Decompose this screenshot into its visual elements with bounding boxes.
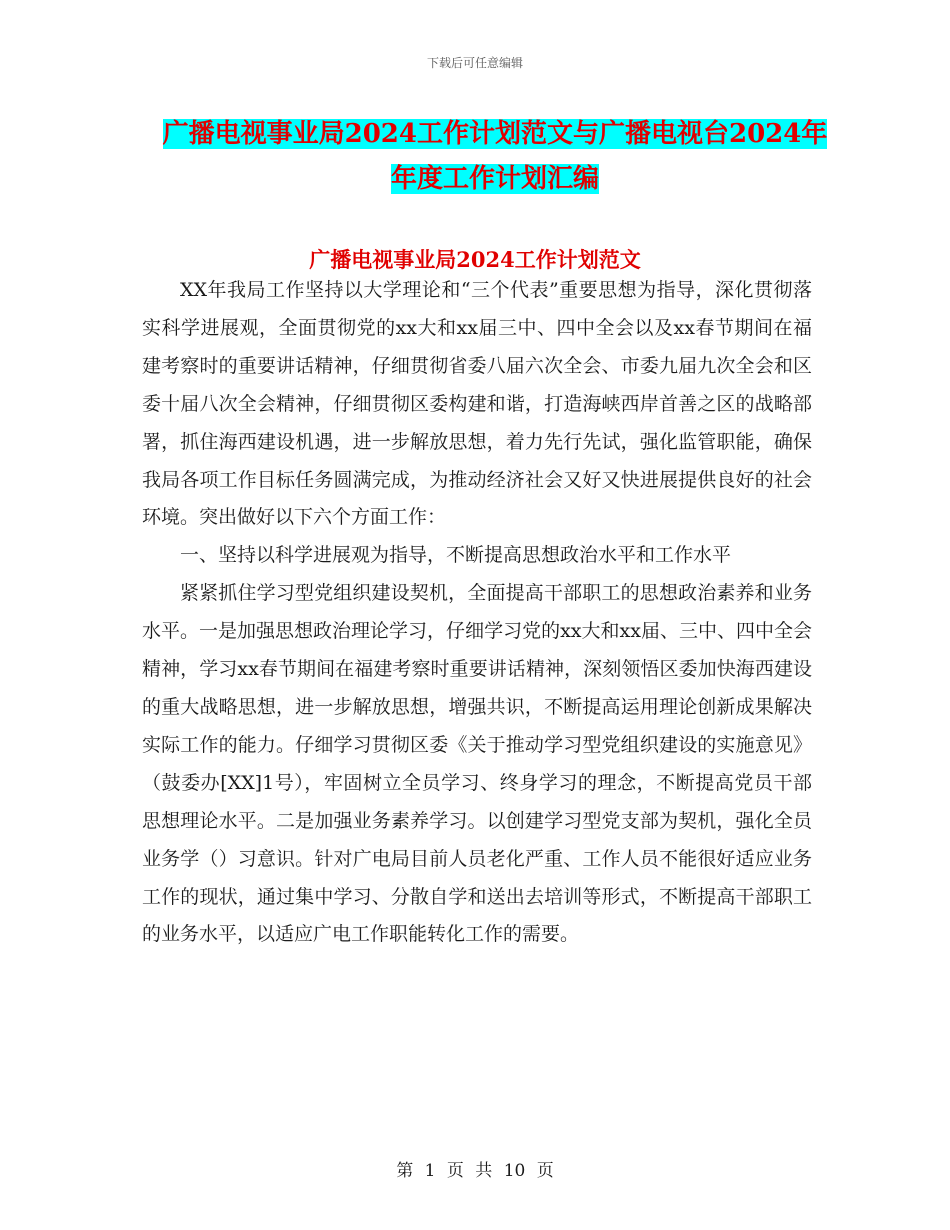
header-note: 下载后可任意编辑	[426, 56, 523, 70]
document-title-text: 广播电视事业局2024工作计划范文与广播电视台2024年年度工作计划汇编	[162, 119, 828, 194]
paragraph: XX年我局工作坚持以大学理论和“三个代表”重要思想为指导，深化贯彻落实科学进展观，全面贯彻党的xx大和xx届三中、四中全会以及xx春节期间在福建考察时的重要讲话精神，仔细贯彻省委八届六次全会、市委九届九次全会和区委十届八次全会精神，仔细贯彻区委构建和谐，打造海峡西岸首善之区的战略部署，抓住海西建设机遇，进一步解放思想，着力先行先试，强化监管职能，确保我局各项工作目标任务圆满完成，为推动经济社会又好又快进展提供良好的社会环境。突出做好以下六个方面工作：	[142, 279, 812, 529]
page-number: 第 1 页 共 10 页	[396, 1161, 554, 1181]
document-body	[142, 272, 812, 954]
document-title	[150, 112, 840, 202]
paragraph: 紧紧抓住学习型党组织建设契机，全面提高干部职工的思想政治素养和业务水平。一是加强思想政治理论学习，仔细学习党的xx大和xx届、三中、四中全会精神，学习xx春节期间在福建考察时重要讲话精神，深刻领悟区委加快海西建设的重大战略思想，进一步解放思想，增强共识，不断提高运用理论创新成果解决实际工作的能力。仔细学习贯彻区委《关于推动学习型党组织建设的实施意见》（鼓委办[XX]1号），牢固树立全员学习、终身学习的理念，不断提高党员干部思想理论水平。二是加强业务素养学习。以创建学习型党支部为契机，强化全员业务学（）习意识。针对广电局目前人员老化严重、工作人员不能很好适应业务工作的现状，通过集中学习、分散自学和送出去培训等形式，不断提高干部职工的业务水平，以适应广电工作职能转化工作的需要。	[142, 582, 812, 946]
section-title: 广播电视事业局2024工作计划范文	[309, 247, 641, 272]
paragraph-heading: 一、坚持以科学进展观为指导，不断提高思想政治水平和工作水平	[180, 544, 732, 567]
